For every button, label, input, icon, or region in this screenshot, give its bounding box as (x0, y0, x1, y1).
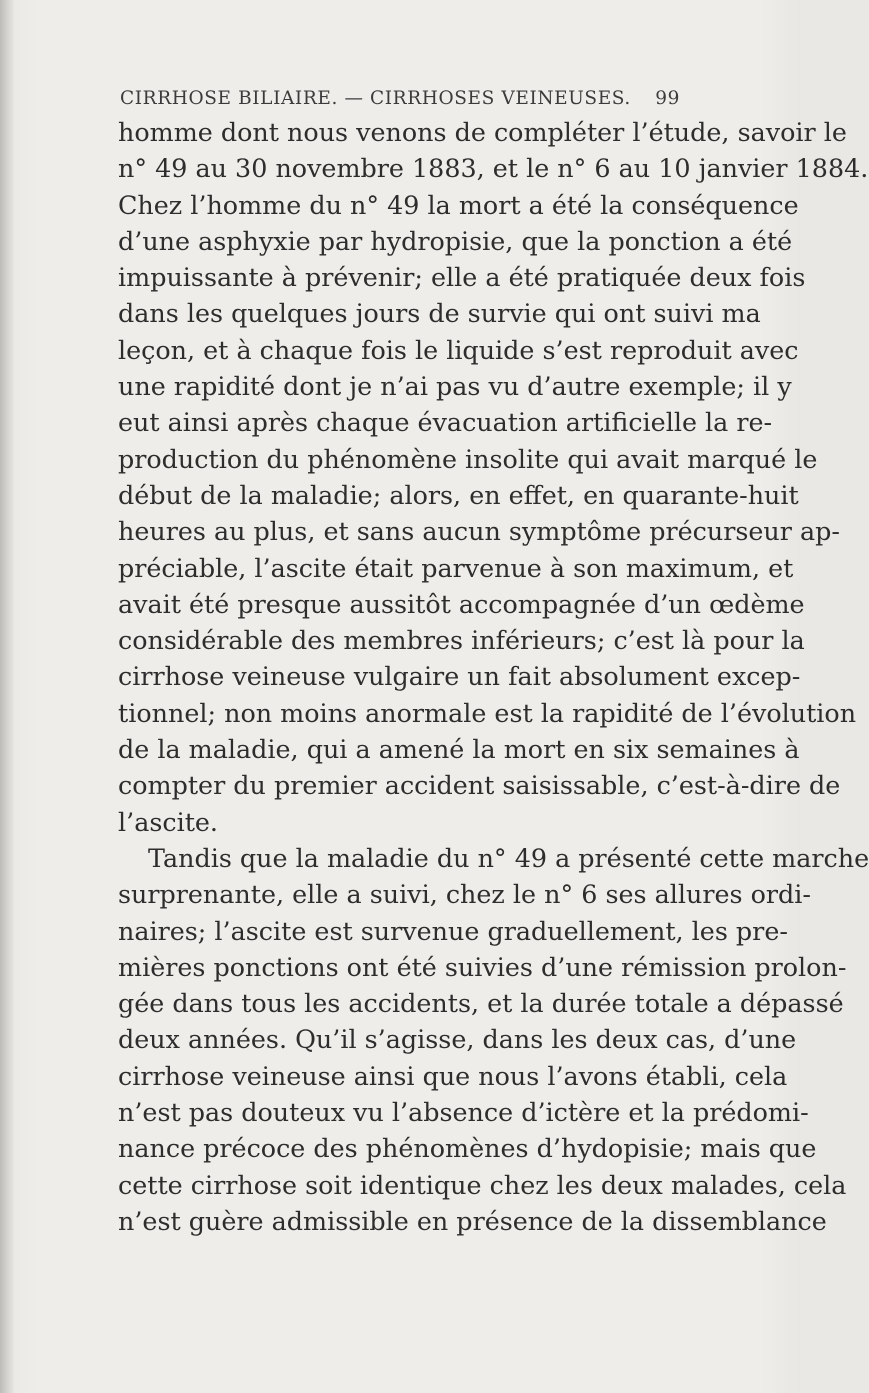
text-line: tionnel; non moins anormale est la rapidité de l’évolution (118, 697, 857, 728)
text-line: Chez l’homme du n° 49 la mort a été la conséquence (118, 189, 799, 220)
page-spine-shadow (0, 0, 14, 1393)
text-line: leçon, et à chaque fois le liquide s’est reproduit avec (118, 334, 799, 365)
text-line: deux années. Qu’il s’agisse, dans les deux cas, d’une (118, 1024, 797, 1055)
body-text (118, 114, 869, 1239)
text-line: n° 49 au 30 novembre 1883, et le n° 6 au 10 janvier 1884. (118, 153, 869, 184)
text-line: naires; l’ascite est survenue graduellement, les pre- (118, 915, 788, 946)
text-line: considérable des membres inférieurs; c’est là pour la (118, 625, 805, 656)
text-line: eut ainsi après chaque évacuation artificielle la re- (118, 407, 773, 438)
text-line: préciable, l’ascite était parvenue à son maximum, et (118, 552, 794, 583)
text-line: de la maladie, qui a amené la mort en six semaines à (118, 734, 800, 765)
text-line: cette cirrhose soit identique chez les deux malades, cela (118, 1169, 847, 1200)
text-line: une rapidité dont je n’ai pas vu d’autre exemple; il y (118, 371, 792, 402)
text-line: impuissante à prévenir; elle a été pratiquée deux fois (118, 262, 806, 293)
page-number: 99 (655, 88, 680, 109)
text-line: mières ponctions ont été suivies d’une rémission prolon- (118, 951, 847, 982)
text-line: gée dans tous les accidents, et la durée totale a dépassé (118, 988, 844, 1019)
text-line: nance précoce des phénomènes d’hydopisie; mais que (118, 1133, 817, 1164)
text-line: cirrhose veineuse ainsi que nous l’avons établi, cela (118, 1060, 788, 1091)
text-line: dans les quelques jours de survie qui ont suivi ma (118, 298, 761, 329)
text-line: d’une asphyxie par hydropisie, que la ponction a été (118, 225, 793, 256)
text-line: avait été presque aussitôt accompagnée d’un œdème (118, 588, 805, 619)
text-line: production du phénomène insolite qui avait marqué le (118, 443, 818, 474)
text-line: surprenante, elle a suivi, chez le n° 6 ses allures ordi- (118, 879, 811, 910)
text-line: début de la maladie; alors, en effet, en quarante-huit (118, 479, 799, 510)
text-line: compter du premier accident saisissable, c’est-à-dire de (118, 770, 841, 801)
text-line: homme dont nous venons de compléter l’étude, savoir le (118, 117, 847, 147)
text-line: heures au plus, et sans aucun symptôme précurseur ap- (118, 516, 840, 547)
running-title: CIRRHOSE BILIAIRE. — CIRRHOSES VEINEUSES. (120, 88, 631, 109)
text-line: n’est guère admissible en présence de la dissemblance (118, 1205, 827, 1236)
text-line: Tandis que la maladie du n° 49 a présenté cette marche (148, 842, 869, 873)
text-line: cirrhose veineuse vulgaire un fait absolument excep- (118, 661, 801, 692)
text-line: l’ascite. (118, 806, 219, 837)
text-line: n’est pas douteux vu l’absence d’ictère et la prédomi- (118, 1097, 809, 1128)
running-header (120, 88, 680, 114)
